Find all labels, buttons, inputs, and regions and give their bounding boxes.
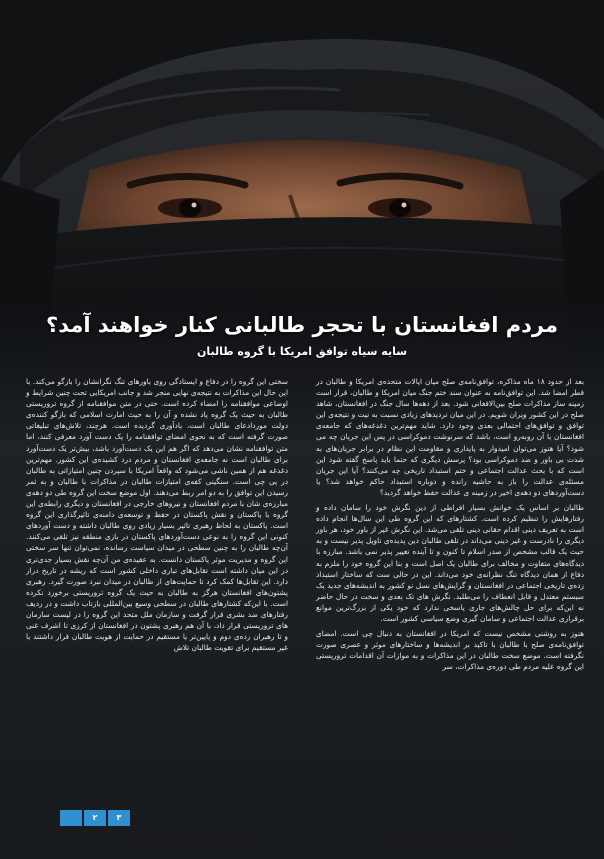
paragraph: بعد از حدود ۱۸ ماه مذاکره، توافق‌نامه‌ی صلح میان ایالات متحده‌ی امریکا و طالبان در قطر امضا شد. این توافق‌نامه به عنوان سند ختم جنگ میان امریکا و طالبان، قرار است زمینه ساز مذاکرات صلح بین‌الافغانی شود. بعد از دهه‌ها سال جنگ در افغانستان، شاهد صلح در این کشور ویران شویم. در این میان تردیدهای زیادی نسبت به نیت و نتیجه‌ی این توافق و توافق‌های احتمالی بعدی وجود دارد. شاید مهم‌ترین دغدغه‌های که جامعه‌ی افغانستان با آن روبه‌رو است، باشد که سرنوشت دموکراسی در پس این جریان چه می شود؟ آیا هنوز می‌توان امیدوار به پایداری و مقاومت این نظام در برابر جریان‌های به شدت بی باور و ضد دموکراسی بود؟ پرسش دیگری که حتما باید پاسخ گفته شود این است که با بحث عدالت اجتماعی و ختم استبداد تاریخی چه می‌کنند؟ آیا این جریان مسئله‌ی عدالت را باز به حاشیه رانده و دوباره استبداد حاکم خواهد شد؟ یا دست‌آوردهای دو دهه‌ی اخیر در زمینه ی عدالت حفظ خواهد گردید؟ bbox=[316, 377, 585, 497]
page-number-tabs bbox=[60, 810, 130, 826]
page-number-tab[interactable]: ۳ bbox=[108, 810, 130, 826]
page-number-tab[interactable] bbox=[60, 810, 82, 826]
text-column-right bbox=[316, 376, 584, 676]
page-number-tab[interactable]: ۲ bbox=[84, 810, 106, 826]
paragraph: سختی این گروه را در دفاع و ایستادگی روی باورهای تنگ نگرانشان را بازگو می‌کند. با این حال این مذاکرات به نتیجه‌ی نهایی منجر شد و جانب امریکایی تحت چنین شرایط و اوضاعی موافقنامه را امضاء کرده است. حتی در متن موافقنامه از گروه تروریستی طالبان به حیث یک گروه یاد نشده و آن را به حیث امارت اسلامی که بازگو کننده‌ی دولت موردادعای طالبان است، یادآوری گردیده است. هرچند، تلاش‌های تبلیغاتی صورت گرفته است که به نحوی امضای توافقنامه را یک دست آورد معرفی کنند، اما متن توافقنامه نشان می‌دهد که اگر هم این یک دست‌آورد باشد، بیش‌تر یک دست‌آورد برای طالبان است نه جامعه‌ی افغانستان و مردم درد کشیده‌ی این کشور. مهم‌ترین دغدغه هم از همین ناشی می‌شود که واقعاً امریکا با سپردن چنین امتیازاتی به طالبان در پی چی است. سنگینی کفه‌ی امتیازات طالبان در مذاکرات با طالبان و به ثمر رسیدن این توافق را به دو امر ربط می‌دهند. اول موضع سخت این گروه طی دو دهه‌ی مبارزه‌ی شان با مردم افغانستان و نیروهای خارجی در افغانستان و دیگری رابطه‌ی این گروه با پاکستان و نقش پاکستان در حفظ و توسعه‌ی دامنه‌ی تاثیرگذاری این گروه است. پاکستان به لحاظ رهبری تاثیر بسیار زیادی روی طالبان داشته و دست آوردهای کنونی این گروه را به نوعی دست‌آوردهای پاکستان در بازی منطقه نیز تلقی می‌کنند. آن‌چه طالبان را به چنین سطحی در میدان سیاست رسانده، نمی‌توان تنها سر سختی این گروه و مدیریت موثر پاکستان دانست. به عقیده‌ی من آن‌چه نقش بسیار جدی‌تری در این میان داشته است تقابل‌های تباری داخلی کشور است که ریشه در تاریخ دراز دارد. این تقابل‌ها کمک کرد تا حمایت‌های از طالبان در میدان نبرد صورت گیرد. رهبری پشتون‌های افغانستان هرگز به طالبان به حیث یک گروه تروریستی برخورد نکرده است. با این‌که کشتارهای طالبان در سطحی وسیع بین‌المللی بازتاب داشت و در ردیف رفتارهای ضد بشری قرار گرفت و سازمان ملل متحد این گروه را در لیست سازمان های تروریستی قرار داد، با آن هم رهبری پشتون در افغانستان از کرزی تا اشرف غنی و تا رهبران رده‌ی دوم و پایین‌تر یا مستقیم در حمایت از هویت طالبان قرار داشتند یا غیر مستقیم برای تقویت طالبان تلاش bbox=[26, 377, 288, 653]
paragraph: طالبان بر اساس یک خوانش بسیار افراطی از دین نگرش خود را سامان داده و رفتارهایش را تنظیم کرده است. کشتارهای که این گروه طی این سال‌ها انجام داده است به تعریف دینی اقدام حقانی دینی تلقی می‌شد. این نگرش غیر از باور خود، هر باور دیگری را نادرست و غیر دینی می‌داند در تلقی طالبان دین پدیده‌ی تاویل پذیر نیست و به حیث یک قالب مشخص از صدر اسلام تا کنون و تا آینده تغییر پذیر نمی باشد. مبارزه با دیدگاه‌های متفاوت و مخالف برای طالبان یک اصل است و بنا این گروه خود را ملزم به دفاع از همان دیدگاه تنگ نظرانه‌ی خود می‌داند. این در حالی ست که ساختار استبداد زده‌ی تاریخی اجتماعی در افغانستان و گرایش‌های نسل نو کشور به اندیشه‌های جدید یک سیستم معتدل و قابل انعطاف را می‌طلبد. نگرش های تک بعدی و سخت در حال حاضر نه این‌که برای حل چالش‌های جاری پاسخی ندارد که خود یکی از بزرگ‌ترین موانع برقراری عدالت اجتماعی و سامان گیری وضع سیاسی کشور است. bbox=[316, 503, 584, 623]
article-title: مردم افغانستان با تحجر طالبانی کنار خواهند آمد؟ bbox=[46, 313, 558, 337]
paragraph: هنوز به روشنی مشخص نیست که امریکا در افغانستان به دنبال چی است. امضای توافق‌نامه‌ی صلح با طالبان با تاکید بر اندیشه‌ها و ساختارهای موثر و عصری صورت نگرفته است. موضع سخت طالبان در این مذاکرات و به موازات آن اقدامات تروریستی این گروه علیه مردم طی دوره‌ی مذاکرات، سر bbox=[316, 629, 584, 672]
article-subtitle: سایه سیاه توافق امریکا با گروه طالبان bbox=[196, 345, 408, 358]
text-column-left bbox=[26, 376, 288, 657]
